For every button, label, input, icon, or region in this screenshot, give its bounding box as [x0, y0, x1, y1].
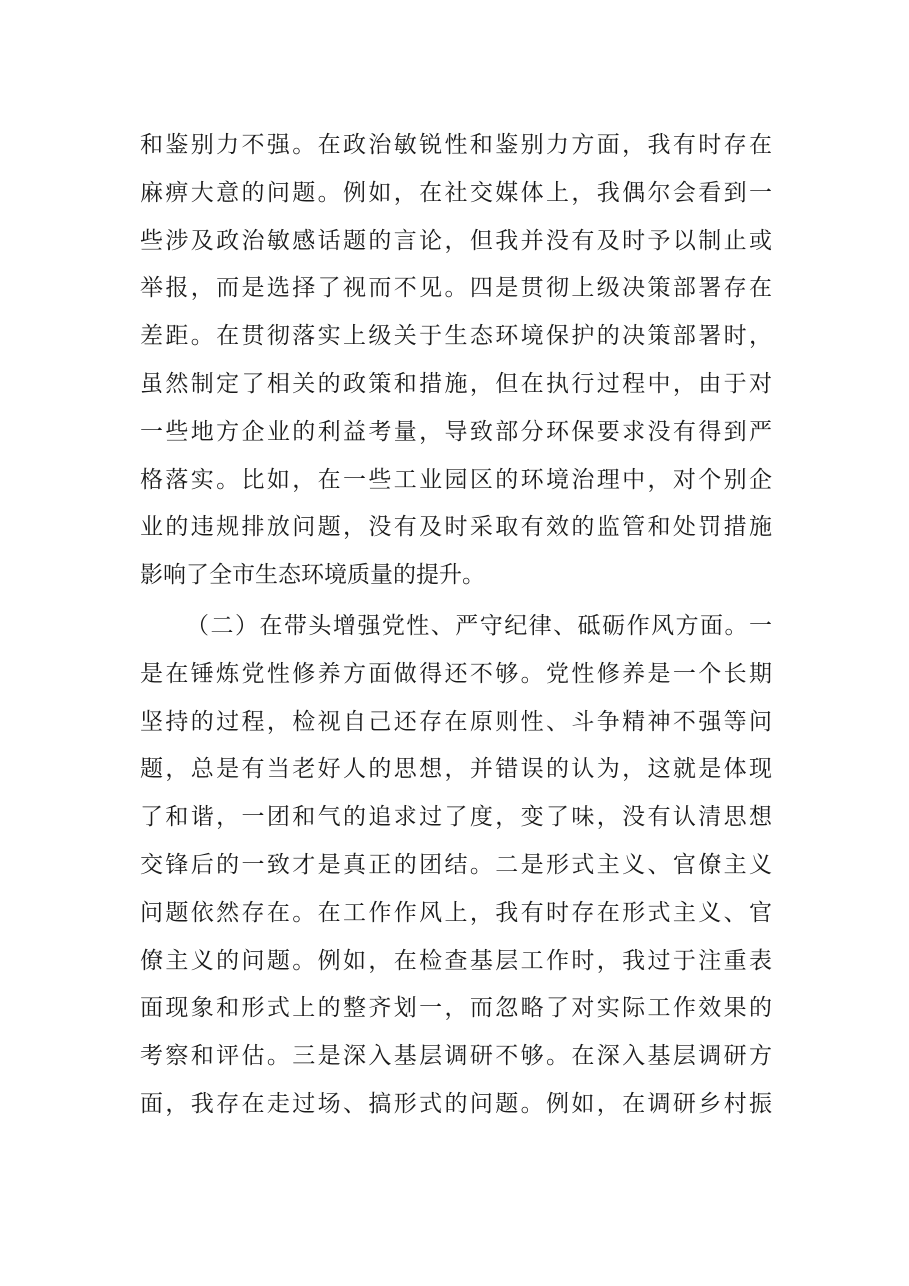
text-line: 考察和评估。三是深入基层调研不够。在深入基层调研方 [140, 1043, 772, 1070]
text-line: 差距。在贯彻落实上级关于生态环境保护的决策部署时， [140, 323, 772, 350]
text-line: 些涉及政治敏感话题的言论，但我并没有及时予以制止或 [140, 227, 772, 254]
text-line: 面，我存在走过场、搞形式的问题。例如，在调研乡村振 [140, 1090, 772, 1117]
text-line: 和鉴别力不强。在政治敏锐性和鉴别力方面，我有时存在 [140, 132, 772, 158]
text-line: 面现象和形式上的整齐划一，而忽略了对实际工作效果的 [140, 995, 772, 1022]
paragraph-1 [140, 122, 772, 600]
text-line: 麻痹大意的问题。例如，在社交媒体上，我偶尔会看到一 [140, 179, 772, 206]
text-line: 格落实。比如，在一些工业园区的环境治理中，对个别企 [140, 466, 772, 493]
text-line: 举报，而是选择了视而不见。四是贯彻上级决策部署存在 [140, 275, 772, 302]
text-line: 虽然制定了相关的政策和措施，但在执行过程中，由于对 [140, 370, 772, 397]
text-line: 问题依然存在。在工作作风上，我有时存在形式主义、官 [140, 899, 772, 926]
document-body [140, 122, 772, 1129]
text-line: 交锋后的一致才是真正的团结。二是形式主义、官僚主义 [140, 851, 772, 878]
paragraph-2 [140, 603, 772, 1129]
text-line: 一些地方企业的利益考量，导致部分环保要求没有得到严 [140, 418, 772, 445]
text-line: （二）在带头增强党性、严守纪律、砥砺作风方面。一 [186, 612, 772, 639]
text-line: 业的违规排放问题，没有及时采取有效的监管和处罚措施 [140, 514, 772, 541]
text-line: 是在锤炼党性修养方面做得还不够。党性修养是一个长期 [140, 660, 772, 687]
text-line: 影响了全市生态环境质量的提升。 [140, 562, 485, 589]
text-line: 僚主义的问题。例如，在检查基层工作时，我过于注重表 [140, 947, 772, 974]
text-line: 了和谐，一团和气的追求过了度，变了味，没有认清思想 [140, 804, 772, 831]
text-line: 坚持的过程，检视自己还存在原则性、斗争精神不强等问 [140, 708, 772, 735]
text-line: 题，总是有当老好人的思想，并错误的认为，这就是体现 [140, 756, 772, 783]
